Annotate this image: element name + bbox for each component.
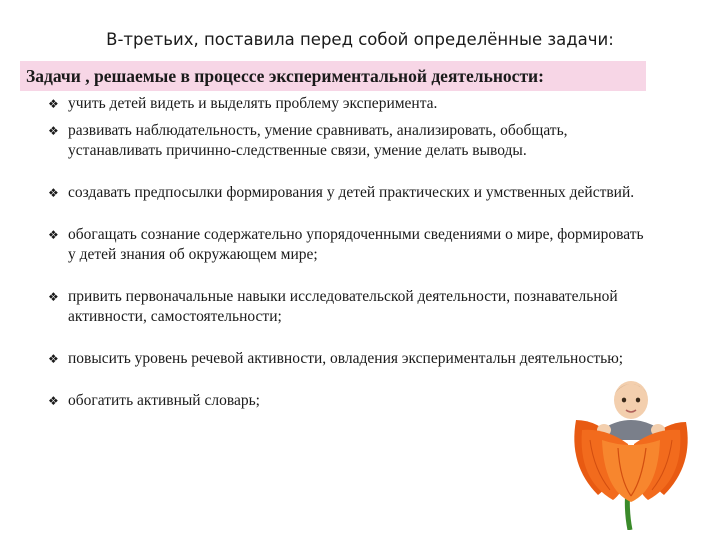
list-item-text: повысить уровень речевой активности, овладения экспериментальн деятельностью; xyxy=(68,350,624,367)
banner-title: Задачи , решаемые в процессе экспериментальной деятельности: xyxy=(26,66,544,86)
list-item-text: создавать предпосылки формирования у детей практических и умственных действий. xyxy=(68,184,635,201)
diamond-bullet-icon: ❖ xyxy=(48,352,59,366)
list-item-text: обогащать сознание содержательно упорядоченными сведениями о мире, формировать у детей знания об окружающем мире; xyxy=(68,226,644,263)
diamond-bullet-icon: ❖ xyxy=(48,97,59,111)
slide-heading: В-третьих, поставила перед собой определённые задачи: xyxy=(106,30,614,49)
task-list xyxy=(48,94,648,411)
list-item xyxy=(48,183,648,203)
list-item-text: привить первоначальные навыки исследовательской деятельности, познавательной активности, самостоятельности; xyxy=(68,288,618,325)
list-item-text: обогатить активный словарь; xyxy=(68,392,260,409)
baby-in-flower-illustration xyxy=(568,370,694,530)
list-item xyxy=(48,287,648,327)
list-item xyxy=(48,225,648,265)
flower-svg xyxy=(568,370,694,530)
diamond-bullet-icon: ❖ xyxy=(48,124,59,138)
diamond-bullet-icon: ❖ xyxy=(48,290,59,304)
list-item xyxy=(48,94,648,114)
list-item-text: учить детей видеть и выделять проблему эксперимента. xyxy=(68,95,438,112)
list-item xyxy=(48,121,648,161)
list-item xyxy=(48,391,648,411)
diamond-bullet-icon: ❖ xyxy=(48,186,59,200)
list-item-text: развивать наблюдательность, умение сравнивать, анализировать, обобщать, устанавливать причинно-следственные связи, умение делать выводы. xyxy=(68,122,568,159)
diamond-bullet-icon: ❖ xyxy=(48,228,59,242)
section-banner xyxy=(20,61,646,91)
list-item xyxy=(48,349,648,369)
diamond-bullet-icon: ❖ xyxy=(48,394,59,408)
